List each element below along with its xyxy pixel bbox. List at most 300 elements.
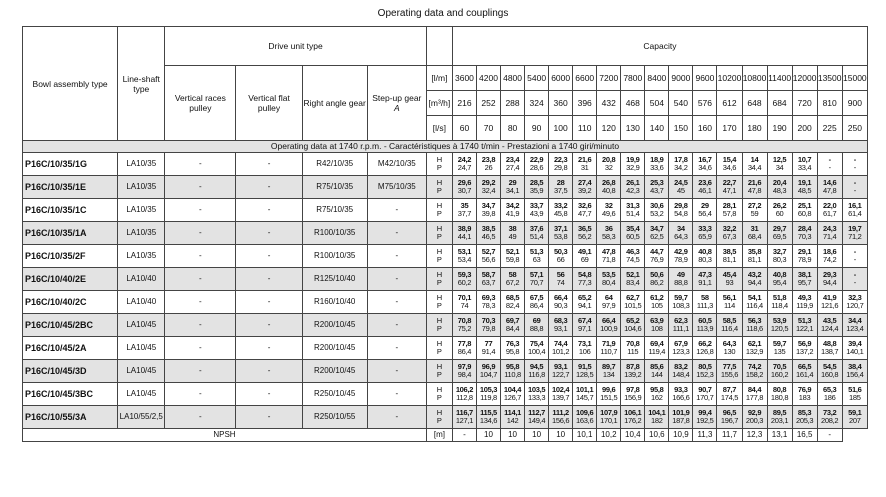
- head-value: 103,5: [527, 384, 546, 394]
- head-value: 107,9: [600, 407, 618, 417]
- head-value: 66,2: [698, 338, 712, 348]
- power-value: 70,3: [797, 232, 812, 241]
- performance-cell: [476, 268, 500, 291]
- performance-cell: [597, 268, 621, 291]
- races-pulley-value: -: [165, 153, 236, 176]
- power-value: -: [853, 255, 856, 264]
- performance-cell: [792, 153, 817, 176]
- power-value: -: [853, 186, 856, 195]
- power-value: 130: [723, 347, 736, 356]
- stepup-letter: A: [393, 103, 400, 113]
- performance-cell: [525, 360, 549, 383]
- power-value: 26: [484, 163, 493, 172]
- performance-cell: [452, 337, 476, 360]
- performance-cell: [525, 176, 549, 199]
- power-value: 134: [602, 370, 615, 379]
- power-value: 186: [823, 393, 836, 402]
- table-row: [23, 360, 868, 383]
- table-row: [23, 406, 868, 429]
- head-value: 104,1: [648, 407, 666, 417]
- model-name: P16C/10/35/1A: [23, 222, 118, 245]
- head-value: 30,6: [650, 200, 664, 210]
- power-value: 155,6: [720, 370, 739, 379]
- performance-cell: [842, 337, 867, 360]
- power-value: 27,4: [505, 163, 520, 172]
- power-value: -: [828, 163, 831, 172]
- head-value: 40,8: [772, 269, 787, 279]
- power-value: 134,6: [479, 416, 498, 425]
- performance-cell: [669, 176, 693, 199]
- head-value: 106,1: [624, 407, 642, 417]
- power-value: 34,2: [674, 163, 688, 172]
- races-pulley-value: -: [165, 314, 236, 337]
- head-value: 68,3: [553, 315, 568, 325]
- power-value: 170,1: [600, 416, 618, 425]
- power-value: 41,9: [505, 209, 520, 218]
- performance-cell: [597, 360, 621, 383]
- head-value: 15,4: [722, 154, 737, 164]
- model-name: P16C/10/45/3BC: [23, 383, 118, 406]
- model-name: P16C/10/45/2A: [23, 337, 118, 360]
- performance-cell: [621, 199, 645, 222]
- line-shaft-value: LA10/35: [118, 153, 165, 176]
- head-value: 62,7: [626, 292, 640, 302]
- performance-cell: [742, 222, 767, 245]
- performance-cell: [476, 222, 500, 245]
- head-value: 65,3: [822, 384, 837, 394]
- head-value: 27,2: [747, 200, 762, 210]
- performance-cell: [476, 153, 500, 176]
- right-angle-gear-value: R125/10/40: [302, 268, 367, 291]
- power-value: 70,7: [529, 278, 544, 287]
- hp-labels: H P: [426, 199, 452, 222]
- performance-cell: [476, 314, 500, 337]
- power-value: 176,2: [624, 416, 642, 425]
- capacity-ls-value: 120: [597, 116, 621, 141]
- table-row: [23, 199, 868, 222]
- performance-cell: [573, 360, 597, 383]
- races-pulley-value: -: [165, 337, 236, 360]
- power-value: 35,9: [529, 186, 544, 195]
- performance-cell: [573, 245, 597, 268]
- head-value: 29,7: [772, 223, 787, 233]
- power-value: 86,4: [529, 301, 544, 310]
- performance-cell: [767, 245, 792, 268]
- head-value: 46,3: [626, 246, 640, 256]
- power-value: 182: [651, 416, 663, 425]
- performance-cell: [792, 406, 817, 429]
- step-up-gear-value: -: [367, 360, 426, 383]
- head-value: 19,7: [848, 223, 862, 233]
- performance-cell: [597, 406, 621, 429]
- performance-cell: [792, 360, 817, 383]
- table-row: [23, 268, 868, 291]
- performance-cell: [817, 268, 842, 291]
- power-value: 114: [723, 301, 735, 310]
- performance-cell: [645, 176, 669, 199]
- capacity-m3h-value: 360: [549, 91, 573, 116]
- drive-col-header-1: [236, 66, 302, 141]
- hp-labels: H P: [426, 153, 452, 176]
- power-value: 160,8: [821, 370, 839, 379]
- head-value: 19,9: [626, 154, 640, 164]
- performance-cell: [501, 245, 525, 268]
- power-value: 29,8: [553, 163, 568, 172]
- power-value: 183: [798, 393, 811, 402]
- head-value: 51,3: [529, 246, 544, 256]
- npsh-value: 11,7: [717, 429, 742, 442]
- head-value: 59,7: [772, 338, 787, 348]
- power-value: 78,9: [797, 255, 812, 264]
- head-value: 54,8: [577, 269, 592, 279]
- head-value: 76,3: [505, 338, 520, 348]
- right-angle-gear-value: R160/10/40: [302, 291, 367, 314]
- page-title: Operating data and couplings: [377, 8, 509, 19]
- drive-col-header-2: [302, 66, 367, 141]
- head-value: 114,1: [504, 407, 521, 417]
- capacity-lm-value: 10800: [742, 66, 767, 91]
- power-value: 30,7: [457, 186, 472, 195]
- capacity-spacer: [426, 27, 452, 66]
- capacity-m3h-value: 540: [669, 91, 693, 116]
- head-value: 70,3: [481, 315, 496, 325]
- performance-cell: [476, 176, 500, 199]
- performance-cell: [842, 383, 867, 406]
- head-value: 25,1: [797, 200, 812, 210]
- performance-cell: [842, 291, 867, 314]
- power-value: 104,6: [624, 324, 642, 333]
- line-shaft-header: Line-shaft type: [118, 27, 165, 141]
- performance-cell: [693, 360, 717, 383]
- power-value: 121,6: [821, 301, 839, 310]
- power-value: 74,2: [822, 255, 837, 264]
- line-shaft-value: LA10/45: [118, 314, 165, 337]
- head-value: 69: [532, 315, 541, 325]
- hp-labels: H P: [426, 360, 452, 383]
- performance-cell: [817, 314, 842, 337]
- npsh-value: 10: [501, 429, 525, 442]
- head-value: 24,3: [822, 223, 837, 233]
- head-value: 29,2: [481, 177, 496, 187]
- step-up-gear-value: -: [367, 222, 426, 245]
- power-value: 137,2: [795, 347, 814, 356]
- table-row: [23, 176, 868, 199]
- performance-cell: [573, 199, 597, 222]
- power-value: 76,9: [650, 255, 664, 264]
- hp-labels: H P: [426, 222, 452, 245]
- performance-cell: [767, 153, 792, 176]
- power-value: 51,4: [626, 209, 640, 218]
- performance-cell: [452, 314, 476, 337]
- performance-cell: [767, 222, 792, 245]
- performance-cell: [792, 337, 817, 360]
- drive-col-header-0: [165, 66, 236, 141]
- head-value: -: [853, 154, 856, 164]
- capacity-lm-value: 6000: [549, 66, 573, 91]
- step-up-gear-value: M75/10/35: [367, 176, 426, 199]
- head-value: 84,4: [747, 384, 762, 394]
- power-value: 80,4: [602, 278, 616, 287]
- right-angle-gear-value: R75/10/35: [302, 176, 367, 199]
- power-value: 145,7: [576, 393, 594, 402]
- head-value: 26,8: [602, 177, 616, 187]
- head-value: 34,2: [505, 200, 520, 210]
- power-value: 39,2: [577, 186, 592, 195]
- table-row: [23, 222, 868, 245]
- right-angle-gear-value: R100/10/35: [302, 245, 367, 268]
- power-value: 112,8: [456, 393, 473, 402]
- performance-cell: [717, 360, 742, 383]
- head-value: 102,4: [552, 384, 570, 394]
- performance-cell: [817, 291, 842, 314]
- table-row: [23, 337, 868, 360]
- head-value: 50,3: [553, 246, 568, 256]
- performance-cell: [573, 222, 597, 245]
- capacity-header: Capacity: [452, 27, 867, 66]
- head-value: 31: [750, 223, 759, 233]
- power-value: 97,9: [602, 301, 616, 310]
- power-value: 62,5: [650, 232, 664, 241]
- head-value: 20,4: [772, 177, 787, 187]
- power-value: 95,7: [797, 278, 812, 287]
- capacity-ls-value: 90: [525, 116, 549, 141]
- head-value: 92,9: [747, 407, 762, 417]
- power-value: 65,9: [698, 232, 712, 241]
- drive-col-header-3: [367, 66, 426, 141]
- performance-cell: [669, 360, 693, 383]
- head-value: 53,9: [772, 315, 787, 325]
- performance-cell: [621, 291, 645, 314]
- power-value: 86,2: [650, 278, 664, 287]
- head-value: 51,6: [848, 384, 862, 394]
- performance-cell: [501, 291, 525, 314]
- power-value: 58,3: [602, 232, 616, 241]
- head-value: 33,3: [698, 223, 712, 233]
- table-row: [23, 383, 868, 406]
- head-value: 10,7: [797, 154, 812, 164]
- head-value: 35: [460, 200, 469, 210]
- head-value: 96,9: [481, 361, 496, 371]
- power-value: 149,4: [527, 416, 546, 425]
- head-value: 28,5: [529, 177, 544, 187]
- races-pulley-value: -: [165, 245, 236, 268]
- performance-cell: [717, 199, 742, 222]
- power-value: 95,8: [505, 347, 520, 356]
- model-name: P16C/10/40/2C: [23, 291, 118, 314]
- power-value: 119,8: [480, 393, 497, 402]
- power-value: 160,2: [770, 370, 789, 379]
- power-value: 57,8: [722, 209, 737, 218]
- npsh-value: 10,6: [645, 429, 669, 442]
- performance-cell: [792, 383, 817, 406]
- head-value: 71,9: [602, 338, 616, 348]
- step-up-gear-value: -: [367, 406, 426, 429]
- right-angle-gear-value: R250/10/45: [302, 383, 367, 406]
- head-value: 67,9: [674, 338, 688, 348]
- performance-cell: [525, 337, 549, 360]
- power-value: 139,2: [624, 370, 642, 379]
- capacity-ls-value: 190: [767, 116, 792, 141]
- power-value: 156,6: [552, 416, 570, 425]
- power-value: 127,1: [455, 416, 474, 425]
- head-value: 85,3: [797, 407, 812, 417]
- performance-cell: [817, 360, 842, 383]
- step-up-gear-value: -: [367, 314, 426, 337]
- head-value: 65,2: [577, 292, 592, 302]
- performance-cell: [842, 406, 867, 429]
- performance-cell: [645, 383, 669, 406]
- performance-cell: [549, 176, 573, 199]
- performance-cell: [501, 406, 525, 429]
- head-value: 17,8: [674, 154, 688, 164]
- hp-labels: H P: [426, 314, 452, 337]
- power-value: 31: [580, 163, 589, 172]
- performance-cell: [817, 245, 842, 268]
- head-value: 104,4: [503, 384, 522, 394]
- power-value: 47,7: [577, 209, 592, 218]
- performance-cell: [742, 406, 767, 429]
- power-value: 60,8: [797, 209, 812, 218]
- power-value: 108: [651, 324, 663, 333]
- power-value: 56,6: [481, 255, 496, 264]
- performance-cell: [742, 314, 767, 337]
- head-value: 115,5: [480, 407, 497, 417]
- capacity-lm-value: 10200: [717, 66, 742, 91]
- right-angle-gear-value: R42/10/35: [302, 153, 367, 176]
- head-value: 28,4: [797, 223, 812, 233]
- head-value: 14,6: [822, 177, 837, 187]
- capacity-lm-value: 15000: [842, 66, 867, 91]
- line-shaft-value: LA10/45: [118, 337, 165, 360]
- capacity-m3h-value: 576: [693, 91, 717, 116]
- head-value: 49,3: [797, 292, 812, 302]
- head-value: 70,1: [457, 292, 472, 302]
- power-value: 101,2: [552, 347, 570, 356]
- model-name: P16C/10/55/3A: [23, 406, 118, 429]
- power-value: 60,2: [457, 278, 472, 287]
- performance-cell: [669, 383, 693, 406]
- performance-cell: [669, 406, 693, 429]
- performance-cell: [621, 337, 645, 360]
- performance-cell: [621, 383, 645, 406]
- head-value: 54,5: [822, 361, 837, 371]
- head-value: 24,5: [674, 177, 688, 187]
- performance-cell: [476, 406, 500, 429]
- flat-pulley-value: -: [236, 245, 302, 268]
- capacity-m3h-value: 648: [742, 91, 767, 116]
- npsh-value: 10,4: [621, 429, 645, 442]
- performance-cell: [597, 337, 621, 360]
- right-angle-gear-value: R75/10/35: [302, 199, 367, 222]
- performance-cell: [501, 268, 525, 291]
- performance-cell: [549, 406, 573, 429]
- performance-cell: [452, 268, 476, 291]
- power-value: 78,9: [674, 255, 688, 264]
- npsh-unit: [m]: [426, 429, 452, 442]
- power-value: 95,4: [772, 278, 787, 287]
- drive-col-label: Vertical races pulley: [174, 93, 226, 113]
- flat-pulley-value: -: [236, 360, 302, 383]
- performance-cell: [597, 222, 621, 245]
- right-angle-gear-value: R100/10/35: [302, 222, 367, 245]
- head-value: 66,4: [602, 315, 616, 325]
- hp-labels: H P: [426, 176, 452, 199]
- power-value: 47,8: [747, 186, 762, 195]
- performance-cell: [452, 222, 476, 245]
- head-value: 37,1: [553, 223, 568, 233]
- performance-cell: [742, 337, 767, 360]
- performance-cell: [452, 245, 476, 268]
- power-value: 111,3: [696, 301, 713, 310]
- flat-pulley-value: -: [236, 406, 302, 429]
- performance-cell: [501, 222, 525, 245]
- head-value: 22,3: [553, 154, 568, 164]
- power-value: 49: [508, 232, 517, 241]
- performance-cell: [817, 337, 842, 360]
- power-value: 106: [578, 347, 591, 356]
- power-value: 61,7: [822, 209, 837, 218]
- performance-cell: [621, 176, 645, 199]
- power-value: 180,8: [770, 393, 789, 402]
- head-value: 58: [508, 269, 517, 279]
- head-value: 40,8: [698, 246, 712, 256]
- hp-labels: H P: [426, 337, 452, 360]
- performance-cell: [693, 245, 717, 268]
- power-value: 42,3: [626, 186, 640, 195]
- performance-cell: [717, 383, 742, 406]
- power-value: 33,4: [797, 163, 812, 172]
- head-value: 12,5: [772, 154, 787, 164]
- head-value: 22,7: [722, 177, 737, 187]
- performance-cell: [645, 337, 669, 360]
- performance-cell: [525, 291, 549, 314]
- power-value: 59: [750, 209, 759, 218]
- hp-labels: H P: [426, 268, 452, 291]
- performance-cell: [549, 153, 573, 176]
- performance-cell: [501, 360, 525, 383]
- performance-cell: [693, 176, 717, 199]
- head-value: 64: [604, 292, 613, 302]
- head-value: 52,1: [505, 246, 520, 256]
- power-value: 123,3: [672, 347, 690, 356]
- performance-cell: [693, 314, 717, 337]
- npsh-label: NPSH: [23, 429, 427, 442]
- power-value: 59,8: [505, 255, 520, 264]
- head-value: 50,6: [650, 269, 664, 279]
- capacity-ls-value: 100: [549, 116, 573, 141]
- power-value: 93,1: [553, 324, 568, 333]
- line-shaft-value: LA10/55/2,5: [118, 406, 165, 429]
- performance-cell: [645, 153, 669, 176]
- performance-cell: [573, 314, 597, 337]
- head-value: 58: [701, 292, 709, 302]
- power-value: 118,4: [771, 301, 788, 310]
- power-value: 79,8: [481, 324, 496, 333]
- head-value: 101,9: [672, 407, 690, 417]
- power-value: 110,7: [600, 347, 618, 356]
- power-value: 207: [849, 416, 861, 425]
- power-value: 47,1: [722, 186, 737, 195]
- performance-cell: [476, 383, 500, 406]
- performance-cell: [452, 199, 476, 222]
- right-angle-gear-value: R200/10/45: [302, 314, 367, 337]
- races-pulley-value: -: [165, 222, 236, 245]
- performance-cell: [669, 337, 693, 360]
- power-value: 34,4: [747, 163, 762, 172]
- performance-cell: [842, 222, 867, 245]
- power-value: 34,6: [698, 163, 712, 172]
- power-value: 94,4: [822, 278, 837, 287]
